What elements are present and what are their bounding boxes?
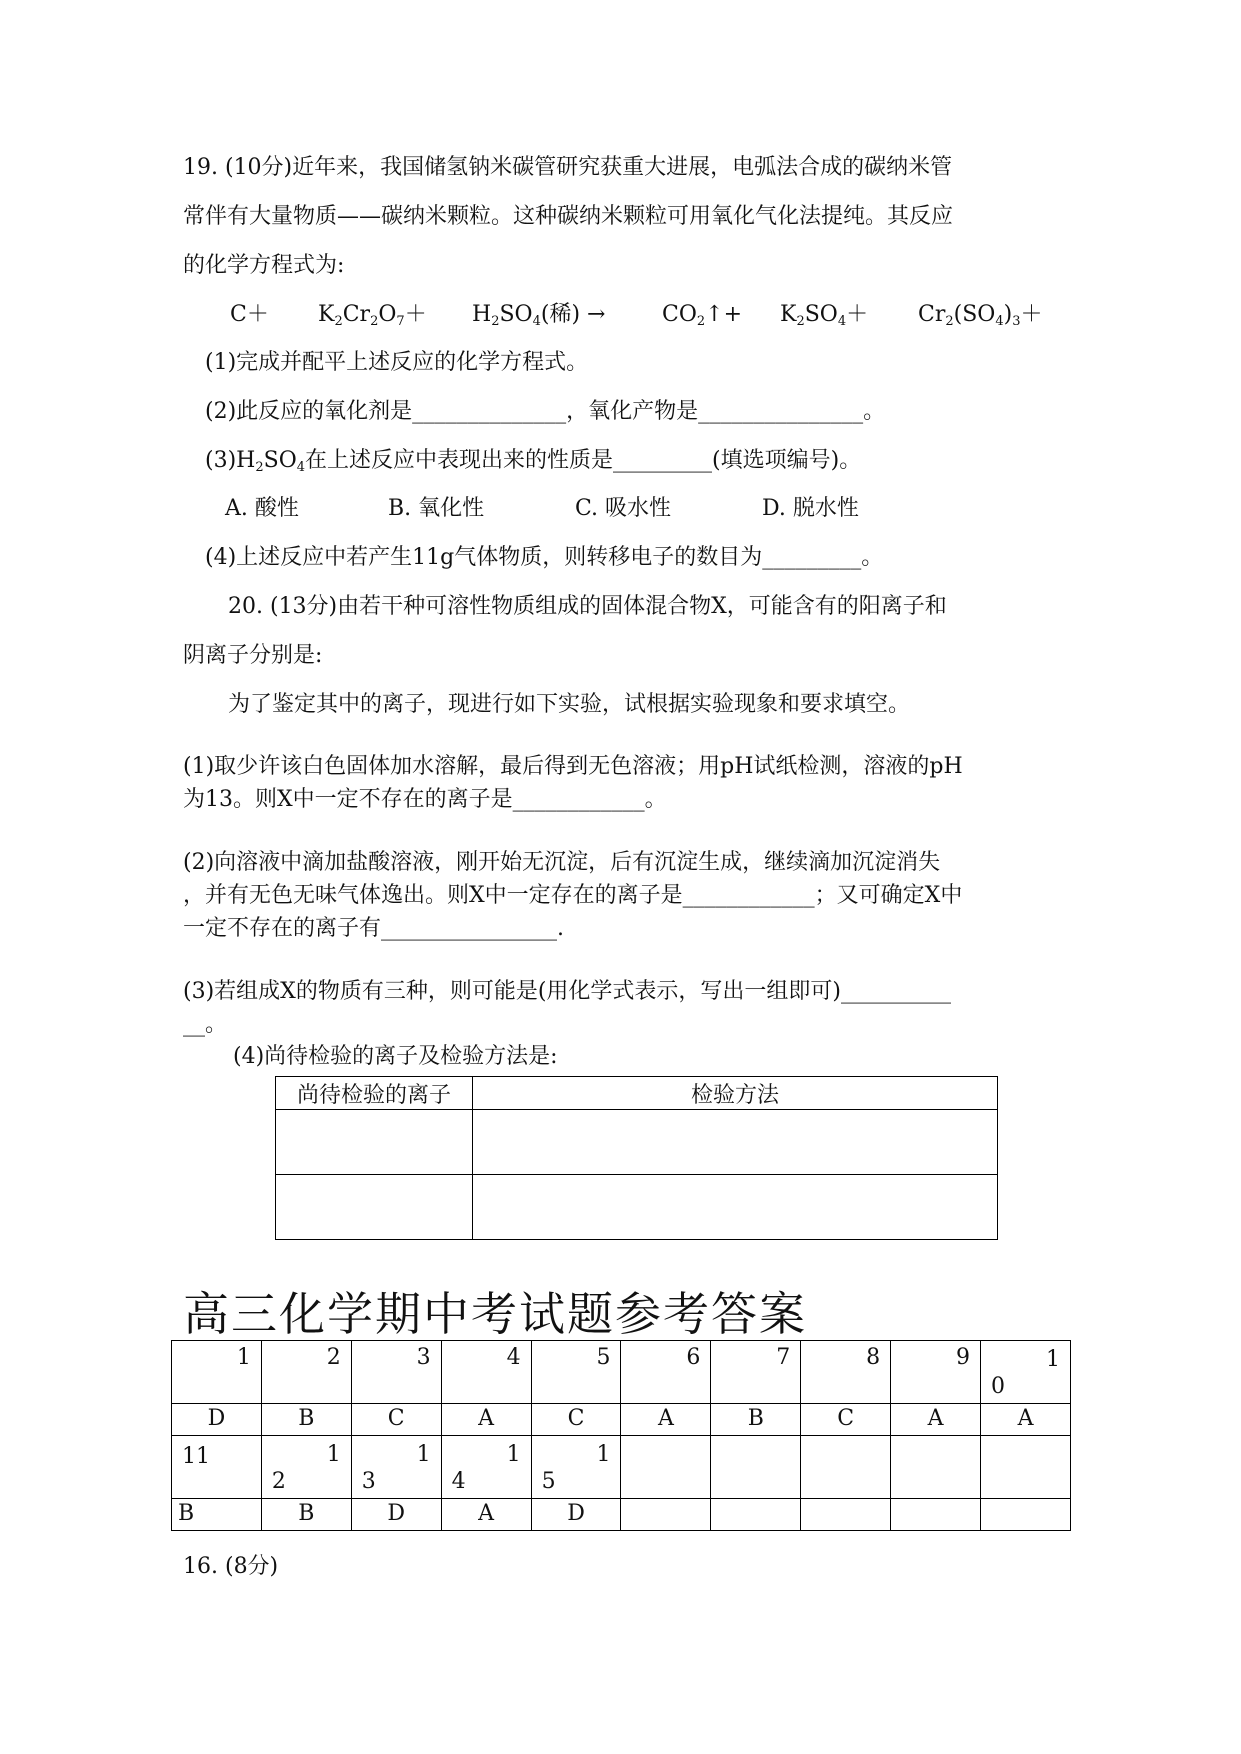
- q19-line2: 常伴有大量物质——碳纳米颗粒。这种碳纳米颗粒可用氧化气化法提纯。其反应: [183, 204, 954, 229]
- q20-part2-c: 一定不存在的离子有________________.: [183, 916, 564, 941]
- option-b: B. 氧化性: [388, 496, 485, 521]
- method-cell: [473, 1175, 998, 1240]
- ion-header: 尚待检验的离子: [276, 1077, 473, 1110]
- answer-table: [171, 1340, 1071, 1531]
- q20-part1-a: (1)取少许该白色固体加水溶解，最后得到无色溶液；用pH试纸检测，溶液的pH: [183, 754, 963, 779]
- q20-part3-a: (3)若组成X的物质有三种，则可能是(用化学式表示，写出一组即可)__________: [183, 979, 951, 1004]
- method-header: 检验方法: [473, 1077, 998, 1110]
- ion-cell: [276, 1175, 473, 1240]
- q20-line1: 20. (13分)由若干种可溶性物质组成的固体混合物X，可能含有的阳离子和: [228, 594, 947, 619]
- eq-co2: $CO_2↑+$: [662, 302, 743, 329]
- option-d: D. 脱水性: [762, 496, 859, 521]
- option-a: A. 酸性: [225, 496, 299, 521]
- q19-line1: 19. (10分)近年来，我国储氢钠米碳管研究获重大进展，电弧法合成的碳纳米管: [183, 155, 953, 180]
- q20-part2-b: ，并有无色无味气体逸出。则X中一定存在的离子是____________；又可确定X中: [183, 883, 963, 908]
- eq-k2cr2o7: $K_2Cr_2O_7+$: [318, 302, 427, 329]
- q16-heading: 16. (8分): [183, 1554, 279, 1579]
- answer-letter-row-2: B B D A D: [172, 1499, 1071, 1531]
- q19-part2: (2)此反应的氧化剂是______________，氧化产物是_______________。: [205, 399, 886, 424]
- method-cell: [473, 1110, 998, 1175]
- ion-cell: [276, 1110, 473, 1175]
- q19-part1: (1)完成并配平上述反应的化学方程式。: [205, 350, 589, 375]
- eq-carbon: C＋: [230, 302, 269, 327]
- eq-k2so4: $K_2SO_4+$: [780, 302, 869, 329]
- q20-part3-b: __。: [183, 1012, 228, 1037]
- option-c: C. 吸水性: [575, 496, 672, 521]
- answer-number-row: 1 2 3 4 5 6 7 8 9 1 0: [172, 1341, 1071, 1404]
- ion-test-table: [275, 1076, 998, 1240]
- answer-letter-row: D B C A C A B C A A: [172, 1404, 1071, 1436]
- q20-part4: (4)尚待检验的离子及检验方法是:: [233, 1044, 558, 1069]
- q19-line3: 的化学方程式为:: [183, 253, 345, 278]
- q19-part4: (4)上述反应中若产生11g气体物质，则转移电子的数目为_________。: [205, 545, 884, 570]
- eq-cr2so43: $Cr_2(SO_4)_3+$: [918, 302, 1043, 329]
- q20-part1-b: 为13。则X中一定不存在的离子是____________。: [183, 787, 667, 812]
- answer-number-row-2: 11 1 2 1 3 1 4 1 5: [172, 1436, 1071, 1499]
- q20-line2: 阴离子分别是:: [183, 643, 323, 668]
- q20-line3: 为了鉴定其中的离子，现进行如下实验，试根据实验现象和要求填空。: [228, 692, 911, 717]
- eq-h2so4: $H_2SO_4$(稀) →: [472, 302, 606, 329]
- answer-title: 高三化学期中考试题参考答案: [183, 1287, 807, 1341]
- q20-part2-a: (2)向溶液中滴加盐酸溶液，刚开始无沉淀，后有沉淀生成，继续滴加沉淀消失: [183, 850, 941, 875]
- q19-part3: $(3)H_2SO_4$在上述反应中表现出来的性质是_________(填选项编号)。: [205, 448, 862, 475]
